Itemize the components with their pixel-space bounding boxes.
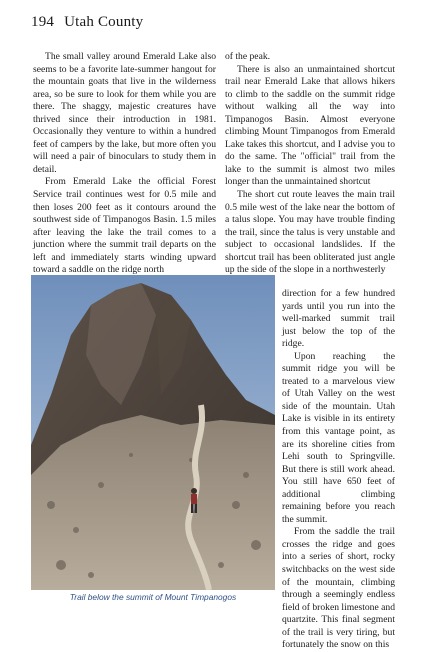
- right-column-wrap: [282, 288, 395, 652]
- photo-caption: Trail below the summit of Mount Timpanogos: [69, 592, 237, 602]
- summit-trail-photo: [31, 275, 275, 590]
- running-title: Utah County: [64, 14, 144, 30]
- left-column: [33, 51, 216, 277]
- paragraph: There is also an unmaintained shortcut trail near Emerald Lake that allows hikers to climb to the saddle on the summit ridge without walking all the way into Timpanogos Basin. Almost everyone climbing Mount Timpanogos from Emerald Lake takes this shortcut, and I advise you to do the same. The "official" trail from the lake to the summit is almost two miles longer than the unmaintained shortcut: [225, 63, 395, 188]
- paragraph: The small valley around Emerald Lake also seems to be a favorite late-summer hangout for the mountain goats that live in the wilderness area, so be sure to look for them while you are there. The shaggy, majestic creatures have thrived since their introduction in 1981. Occasionally they venture to within a hundred feet of campers by the lake, but more often you will need a pair of binoculars to study them in detail.: [33, 51, 216, 175]
- paragraph: The short cut route leaves the main trail 0.5 mile west of the lake near the bottom of a talus slope. You may have trouble finding the trail, since the talus is very unstable and subject to occasional landslides. If the shortcut trail has been obliterated just angle up the side of the slope in a northwesterly: [225, 189, 395, 276]
- paragraph: direction for a few hundred yards until you run into the well-marked summit trail just below the top of the ridge.: [282, 288, 395, 350]
- page-number: 194: [31, 14, 55, 30]
- right-column-top: [225, 51, 395, 277]
- paragraph: of the peak.: [225, 51, 271, 62]
- paragraph: Upon reaching the summit ridge you will be treated to a marvelous view of Utah Valley on the west side of the mountain. Utah Lake is visible in its entirety from this vantage point, as are its shoreline cities from Lehi south to Springville. But there is still work ahead. You still have 650 feet of additional climbing remaining before you reach the summit.: [282, 350, 395, 525]
- running-header: [31, 14, 143, 31]
- paragraph: From Emerald Lake the official Forest Service trail continues west for 0.5 mile and then loses 200 feet as it contours around the southwest side of Timpanogos Basin. 1.5 miles after leaving the lake the trail comes to a junction where the summit trail departs on the left and immediately starts winding upward toward a saddle on the ridge north: [33, 176, 216, 276]
- paragraph: From the saddle the trail crosses the ridge and goes into a series of short, rocky switchbacks on the west side of the mountain, climbing through a seemingly endless field of broken limestone and quartzite. This final segment of the trail is very tiring, but fortunately the snow on this: [282, 526, 395, 651]
